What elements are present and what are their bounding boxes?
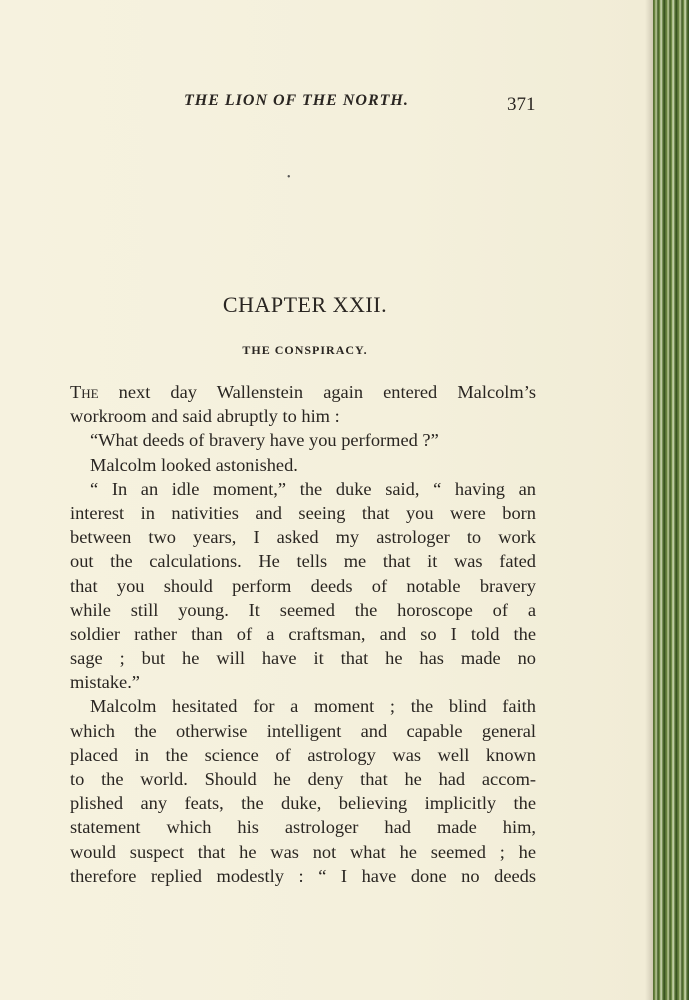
text-line: that you should perform deeds of notable bravery bbox=[70, 575, 536, 596]
running-head bbox=[0, 92, 653, 116]
text-line-content: next day Wallenstein again entered Malcolm’s bbox=[98, 382, 536, 402]
text-line: plished any feats, the duke, believing implicitly the bbox=[70, 793, 536, 814]
text-line: which the otherwise intelligent and capable general bbox=[70, 720, 536, 741]
drop-word: The bbox=[70, 382, 99, 402]
text-line: Malcolm looked astonished. bbox=[90, 454, 298, 475]
chapter-title: CHAPTER XXII. bbox=[222, 292, 388, 317]
stray-mark: • bbox=[287, 172, 291, 183]
text-line: Malcolm hesitated for a moment ; the blind faith bbox=[90, 696, 536, 717]
text-line: would suspect that he was not what he seemed ; he bbox=[70, 841, 536, 862]
book-edge bbox=[653, 0, 689, 1000]
text-line: out the calculations. He tells me that it was fated bbox=[70, 551, 536, 572]
text-line bbox=[70, 380, 536, 404]
text-line: while still young. It seemed the horoscope of a bbox=[70, 599, 536, 620]
text-line: soldier rather than of a craftsman, and so I told the bbox=[70, 623, 536, 644]
text-line: “What deeds of bravery have you performed ?” bbox=[90, 430, 439, 451]
text-line: workroom and said abruptly to him : bbox=[70, 406, 340, 427]
running-head-title: THE LION OF THE NORTH. bbox=[184, 92, 409, 109]
text-line: therefore replied modestly : “ I have done no deeds bbox=[70, 865, 536, 886]
text-line: between two years, I asked my astrologer to work bbox=[70, 527, 536, 548]
text-line: statement which his astrologer had made him, bbox=[70, 817, 536, 838]
body-text bbox=[70, 380, 536, 888]
text-line: sage ; but he will have it that he has made no bbox=[70, 648, 536, 669]
chapter-subtitle: THE CONSPIRACY. bbox=[242, 343, 368, 357]
text-line: mistake.” bbox=[70, 672, 140, 693]
text-line: placed in the science of astrology was well known bbox=[70, 744, 536, 765]
text-line: to the world. Should he deny that he had accom- bbox=[70, 769, 536, 789]
page-gutter-shadow bbox=[645, 0, 653, 1000]
text-line: interest in nativities and seeing that you were born bbox=[70, 502, 536, 523]
page-number: 371 bbox=[507, 94, 536, 115]
text-line: “ In an idle moment,” the duke said, “ having an bbox=[90, 478, 536, 499]
